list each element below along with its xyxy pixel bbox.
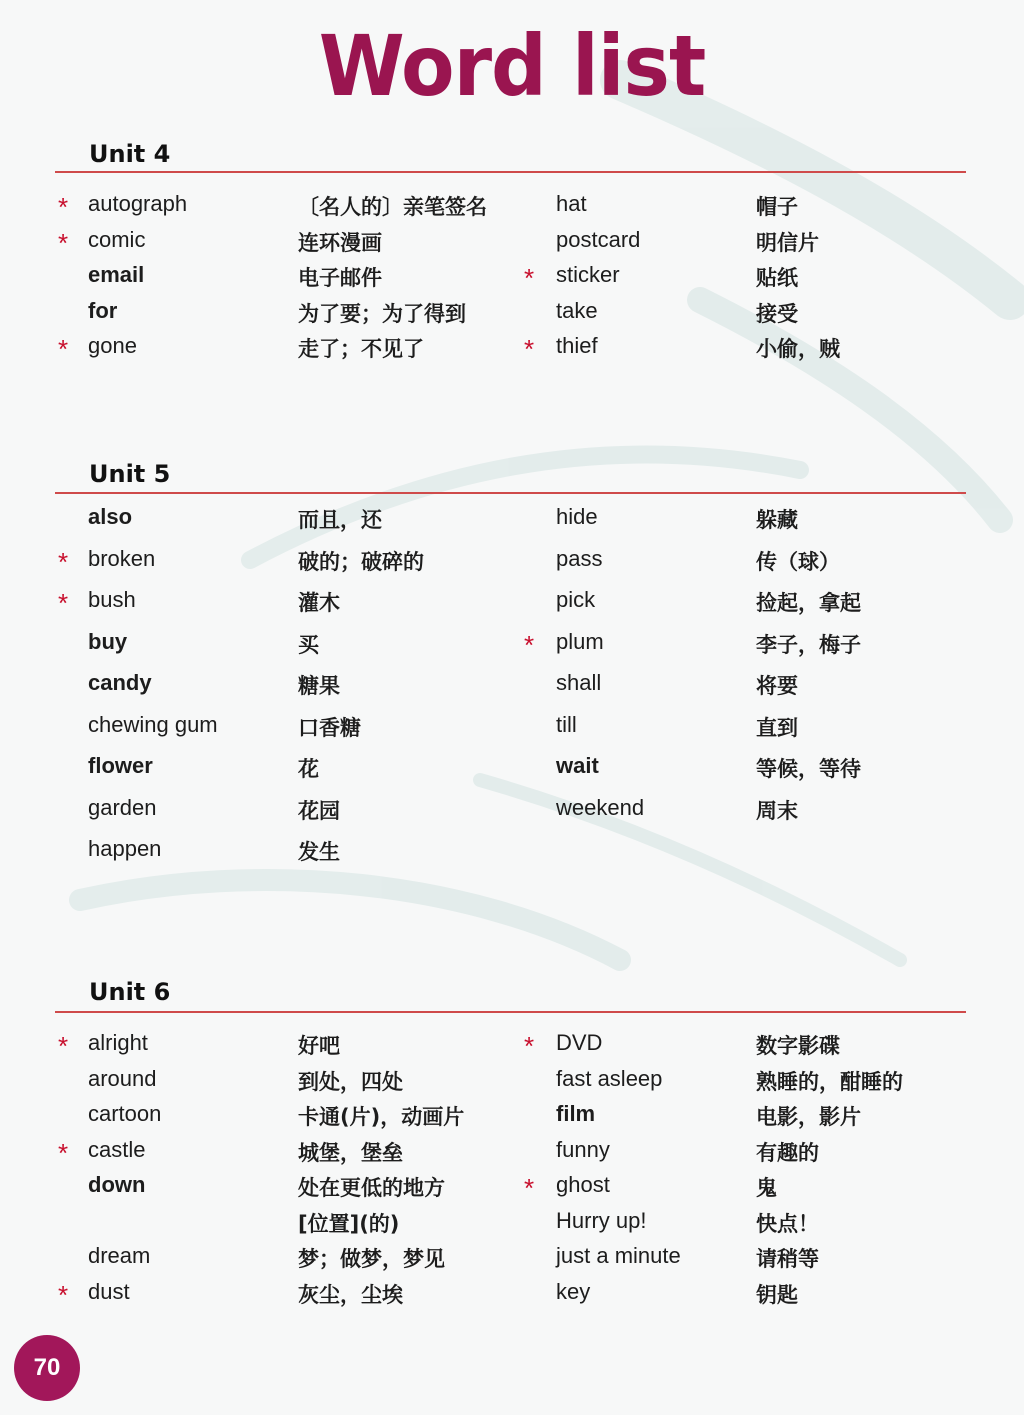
chinese-meaning: 糖果 [298,674,340,698]
english-word: bush [88,587,136,612]
chinese-meaning: 花园 [298,798,340,823]
chinese-meaning: [位置](的) [298,1211,400,1236]
english-word: wait [556,753,599,778]
chinese-meaning: 电子邮件 [298,266,382,290]
star-icon: * [524,1173,535,1203]
english-word: just a minute [556,1243,681,1268]
english-word: DVD [556,1030,603,1055]
vocab-entry [0,1277,1024,1313]
star-icon: * [58,1031,69,1061]
chinese-meaning: 而且，还 [298,508,382,532]
chinese-meaning: 走了；不见了 [298,337,424,361]
chinese-meaning: 周末 [756,798,798,823]
chinese-meaning: 数字影碟 [756,1034,840,1058]
unit-heading: Unit 5 [89,460,171,488]
star-icon: * [58,546,69,577]
english-word: pass [556,545,603,571]
chinese-meaning: 好吧 [298,1034,340,1058]
star-icon: * [524,1031,535,1061]
english-word: sticker [556,262,620,287]
chinese-meaning: 贴纸 [756,266,798,290]
chinese-meaning: 电影，影片 [756,1105,861,1129]
english-word: broken [88,545,156,571]
chinese-meaning: 传（球） [756,549,840,574]
chinese-meaning: 捡起，拿起 [756,591,861,615]
english-word: take [556,297,598,323]
english-word: also [88,504,133,529]
chinese-meaning: 李子，梅子 [756,632,861,657]
chinese-meaning: 将要 [756,674,798,698]
english-word: hat [556,191,587,216]
chinese-meaning: 钥匙 [756,1282,798,1307]
star-icon: * [524,263,535,293]
chinese-meaning: 快点！ [756,1211,819,1236]
chinese-meaning: 帽子 [756,195,798,219]
chinese-meaning: 灌木 [298,591,340,615]
chinese-meaning: 连环漫画 [298,230,382,255]
vocab-entry [0,1170,1024,1206]
vocab-entry [0,793,1024,829]
chinese-meaning: 明信片 [756,230,819,255]
vocab-entry [0,1064,1024,1100]
chinese-meaning: 城堡，堡垒 [298,1140,403,1165]
chinese-meaning: 梦；做梦，梦见 [298,1247,445,1271]
star-icon: * [58,227,69,258]
chinese-meaning: 口香糖 [298,715,361,740]
vocab-entry [0,668,1024,704]
chinese-meaning: 为了要；为了得到 [298,301,466,326]
english-word: garden [88,794,157,820]
unit-divider [55,492,966,494]
chinese-meaning: 接受 [756,301,798,326]
vocab-entry [0,1135,1024,1171]
english-word: flower [88,753,153,778]
chinese-meaning: 有趣的 [756,1140,819,1165]
english-word: down [88,1172,146,1197]
star-icon: * [58,1137,69,1168]
vocab-entry [0,1028,1024,1064]
chinese-meaning: 发生 [298,840,340,864]
vocab-entry [0,585,1024,621]
unit-heading: Unit 4 [89,140,171,168]
chinese-meaning: 卡通(片)，动画片 [298,1105,465,1129]
english-word: castle [88,1136,146,1162]
chinese-meaning: 〔名人的〕亲笔签名 [298,195,487,219]
vocab-entry [0,1241,1024,1277]
english-word: thief [556,333,598,358]
vocab-entry [0,627,1024,663]
page-number-badge: 70 [14,1335,80,1401]
vocab-entry [0,296,1024,332]
star-icon: * [58,588,69,618]
english-word: pick [556,587,596,612]
page-title: Word list [318,18,706,116]
star-icon: * [524,334,535,364]
english-word: postcard [556,226,641,252]
chinese-meaning: 请稍等 [756,1247,819,1271]
english-word: for [88,297,118,323]
english-word: alright [88,1030,148,1055]
chinese-meaning: 灰尘，尘埃 [298,1282,403,1307]
chinese-meaning: 花 [298,757,319,781]
unit-divider [55,171,966,173]
chinese-meaning: 直到 [756,715,798,740]
vocab-entry [0,1099,1024,1135]
english-word: shall [556,670,602,695]
english-word: autograph [88,191,188,216]
chinese-meaning: 买 [298,632,319,657]
vocab-entry [0,751,1024,787]
english-word: funny [556,1136,610,1162]
english-word: cartoon [88,1101,162,1126]
english-word: comic [88,226,146,252]
english-word: key [556,1278,591,1304]
vocab-entry [0,834,1024,870]
english-word: email [88,262,145,287]
chinese-meaning: 到处，四处 [298,1069,403,1094]
english-word: buy [88,628,128,654]
english-word: chewing gum [88,711,218,737]
star-icon: * [58,192,69,222]
chinese-meaning: 破的；破碎的 [298,549,424,574]
vocab-entry [0,189,1024,225]
english-word: till [556,711,577,737]
chinese-meaning: 小偷，贼 [756,337,840,361]
vocab-entry [0,225,1024,261]
vocab-entry [0,502,1024,538]
english-word: film [556,1101,596,1126]
english-word: gone [88,333,137,358]
english-word: dream [88,1243,151,1268]
english-word: around [88,1065,157,1091]
chinese-meaning: 躲藏 [756,508,798,532]
star-icon: * [58,1279,69,1310]
chinese-meaning: 鬼 [756,1176,777,1200]
english-word: candy [88,670,152,695]
chinese-meaning: 熟睡的，酣睡的 [756,1069,903,1094]
english-word: weekend [556,794,645,820]
english-word: Hurry up! [556,1207,647,1233]
vocab-entry [0,260,1024,296]
star-icon: * [524,629,535,660]
unit-divider [55,1011,966,1013]
english-word: fast asleep [556,1065,663,1091]
vocab-entry [0,331,1024,367]
english-word: plum [556,628,604,654]
chinese-meaning: 处在更低的地方 [298,1176,445,1200]
english-word: ghost [556,1172,610,1197]
vocab-entry [0,544,1024,580]
english-word: dust [88,1278,130,1304]
unit-heading: Unit 6 [89,978,171,1006]
english-word: happen [88,836,162,861]
star-icon: * [58,334,69,364]
vocab-entry [0,710,1024,746]
chinese-meaning: 等候，等待 [756,757,861,781]
english-word: hide [556,504,598,529]
vocab-entry [0,1206,1024,1242]
